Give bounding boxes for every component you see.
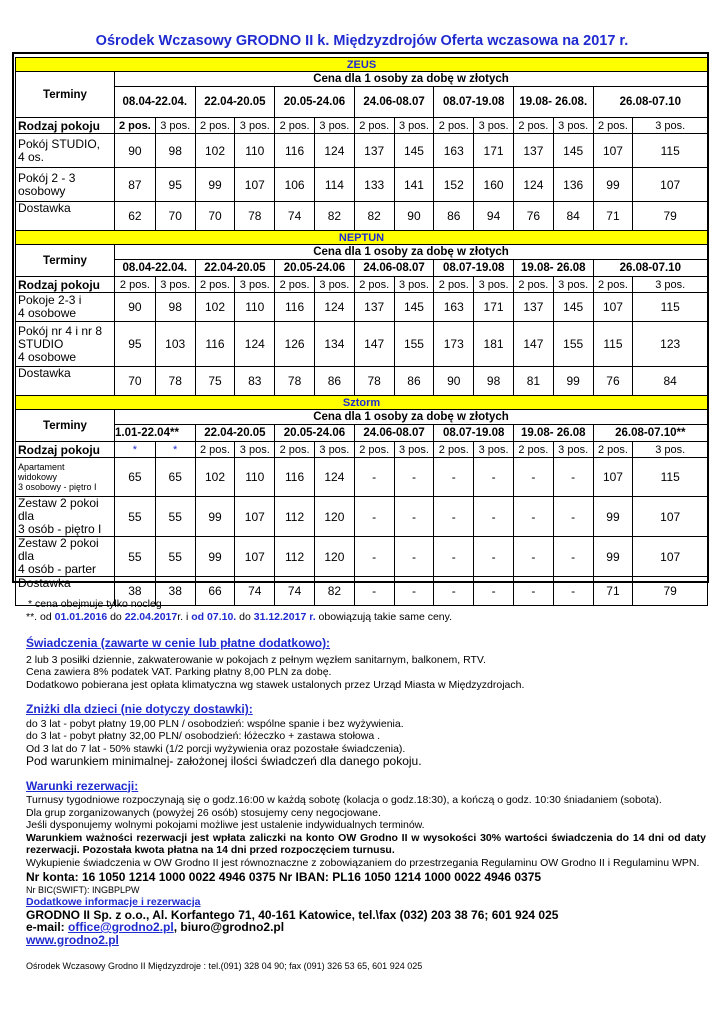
price-cell: - (553, 537, 593, 577)
price-cell: 98 (155, 134, 195, 168)
period-header: 24.06-08.07 (354, 87, 434, 118)
price-cell: 102 (195, 134, 235, 168)
price-cell: 70 (114, 367, 155, 396)
price-cell: 84 (553, 202, 593, 231)
room-name-line: Pokój STUDIO, (18, 136, 101, 151)
price-cell: 107 (633, 168, 708, 202)
price-cell: 147 (513, 322, 553, 367)
price-cell: 81 (513, 367, 553, 396)
price-cell: 107 (235, 168, 275, 202)
price-cell: 99 (593, 168, 633, 202)
price-cell: 173 (434, 322, 474, 367)
room-name-line: Zestaw 2 pokoi dla (18, 536, 99, 563)
price-cell: 107 (633, 537, 708, 577)
room-name (16, 168, 115, 202)
price-cell: 181 (474, 322, 514, 367)
persons-header: 3 pos. (394, 118, 434, 134)
price-cell: 107 (633, 497, 708, 537)
period-header: 08.04-22.04. (114, 260, 195, 277)
price-row (16, 497, 708, 537)
price-cell: 126 (275, 322, 315, 367)
period-header: 08.07-19.08 (434, 87, 514, 118)
price-cell: 84 (633, 367, 708, 396)
room-name-line: osobowy (18, 183, 66, 198)
price-cell: 95 (114, 322, 155, 367)
price-cell: 71 (593, 202, 633, 231)
price-row (16, 134, 708, 168)
room-type-label: Rodzaj pokoju (16, 442, 115, 458)
room-name (16, 202, 115, 231)
price-cell: - (553, 577, 593, 606)
price-cell: 124 (513, 168, 553, 202)
price-cell: - (474, 577, 514, 606)
price-cell: 171 (474, 134, 514, 168)
persons-header: 3 pos. (474, 118, 514, 134)
website-link[interactable]: www.grodno2.pl (26, 932, 119, 947)
persons-header: * (155, 442, 195, 458)
persons-header: 3 pos. (633, 118, 708, 134)
room-name (16, 367, 115, 396)
period-header: 19.08- 26.08 (513, 425, 593, 442)
period-header: 19.08- 26.08. (513, 87, 593, 118)
room-name (16, 134, 115, 168)
room-name-line: Pokój nr 4 i nr 8 (18, 323, 103, 338)
price-cell: - (474, 537, 514, 577)
section-bar-neptun: NEPTUN (16, 231, 708, 245)
price-cell: 145 (553, 293, 593, 322)
period-header: 24.06-08.07 (354, 260, 434, 277)
price-cell: 112 (275, 497, 315, 537)
room-name-line: STUDIO (18, 336, 64, 351)
price-cell: 79 (633, 577, 708, 606)
period-header: 26.08-07.10 (593, 260, 707, 277)
room-name-line: widokowy (18, 472, 58, 482)
room-type-label: Rodzaj pokoju (16, 118, 115, 134)
persons-header: 2 pos. (195, 277, 235, 293)
price-cell: - (394, 577, 434, 606)
discount-line: do 3 lat - pobyt płatny 32,00 PLN/ osobodzień: łóżeczko + zastawa stołowa . (26, 730, 381, 742)
price-cell: 124 (314, 458, 354, 497)
room-name (16, 322, 115, 367)
note-part: do (236, 610, 254, 623)
price-cell: 124 (314, 293, 354, 322)
price-cell: - (354, 577, 394, 606)
price-cell: 152 (434, 168, 474, 202)
price-cell: 115 (593, 322, 633, 367)
persons-header: 2 pos. (195, 118, 235, 134)
price-cell: - (434, 537, 474, 577)
price-cell: 116 (275, 293, 315, 322)
price-cell: 103 (155, 322, 195, 367)
price-cell: - (513, 497, 553, 537)
price-cell: 107 (235, 537, 275, 577)
persons-header: 2 pos. (513, 442, 553, 458)
section-heading-benefits: Świadczenia (zawarte w cenie lub płatne dodatkowo): (26, 636, 331, 650)
price-cell: - (513, 458, 553, 497)
price-cell: 145 (553, 134, 593, 168)
persons-header: 3 pos. (553, 442, 593, 458)
persons-header: 3 pos. (235, 118, 275, 134)
price-cell: 141 (394, 168, 434, 202)
price-cell: 98 (474, 367, 514, 396)
section-heading-reservation: Warunki rezerwacji: (26, 778, 139, 793)
price-cell: 55 (114, 537, 155, 577)
period-header: 20.05-24.06 (275, 87, 355, 118)
room-name (16, 458, 115, 497)
price-cell: 86 (434, 202, 474, 231)
price-cell: - (354, 537, 394, 577)
price-cell: 55 (155, 537, 195, 577)
price-cell: 112 (275, 537, 315, 577)
room-name-line: 4 osobowe (18, 349, 77, 364)
price-cell: 78 (235, 202, 275, 231)
price-cell: 79 (633, 202, 708, 231)
persons-header: 2 pos. (275, 118, 315, 134)
persons-header: 2 pos. (354, 442, 394, 458)
benefit-line: Cena zawiera 8% podatek VAT. Parking płatny 8,00 PLN za dobę. (26, 666, 332, 678)
price-cell: 134 (314, 322, 354, 367)
persons-header: 2 pos. (593, 277, 633, 293)
price-caption: Cena dla 1 osoby za dobę w złotych (114, 410, 707, 425)
room-name-line: 3 osób - piętro I (18, 522, 102, 536)
price-cell: 99 (553, 367, 593, 396)
period-header: 22.04-20.05 (195, 425, 275, 442)
price-table (15, 57, 708, 606)
section-bar-sztorm: Sztorm (16, 396, 708, 410)
price-cell: - (394, 458, 434, 497)
price-cell: 71 (593, 577, 633, 606)
persons-header: 2 pos. (275, 277, 315, 293)
period-header: 08.07-19.08 (434, 260, 514, 277)
price-cell: 163 (434, 293, 474, 322)
price-cell: 90 (114, 293, 155, 322)
price-cell: 123 (633, 322, 708, 367)
persons-header: 2 pos. (434, 277, 474, 293)
price-cell: 116 (195, 322, 235, 367)
price-cell: 116 (275, 134, 315, 168)
price-cell: - (354, 458, 394, 497)
price-cell: 99 (195, 168, 235, 202)
persons-header: 3 pos. (314, 118, 354, 134)
price-cell: 87 (114, 168, 155, 202)
price-cell: - (553, 497, 593, 537)
price-cell: 70 (155, 202, 195, 231)
terminy-label: Terminy (16, 72, 115, 118)
price-cell: 136 (553, 168, 593, 202)
price-cell: 171 (474, 293, 514, 322)
price-cell: 78 (354, 367, 394, 396)
persons-header: 2 pos. (114, 118, 155, 134)
price-cell: 124 (235, 322, 275, 367)
price-cell: 124 (314, 134, 354, 168)
price-cell: 74 (275, 577, 315, 606)
price-cell: - (513, 577, 553, 606)
period-header: 24.06-08.07 (354, 425, 434, 442)
price-cell: 133 (354, 168, 394, 202)
reservation-line: Turnusy tygodniowe rozpoczynają się o godz.16:00 w każdą sobotę (kolacja o godz.18:30), a kończą o godz. 10:30 śniadaniem (sobota). (26, 794, 662, 806)
persons-header: 3 pos. (633, 277, 708, 293)
room-name-line: Pokój 2 - 3 (18, 170, 76, 185)
persons-header: 2 pos. (593, 118, 633, 134)
price-cell: 86 (394, 367, 434, 396)
price-cell: - (474, 497, 514, 537)
benefit-line: Dodatkowo pobierana jest opłata klimatyczna wg stawek ustalonych przez Urząd Miasta w Międzyzdrojach. (26, 678, 525, 691)
price-cell: 90 (434, 367, 474, 396)
price-caption: Cena dla 1 osoby za dobę w złotych (114, 72, 707, 87)
price-cell: 106 (275, 168, 315, 202)
price-cell: 74 (275, 202, 315, 231)
price-cell: 55 (114, 497, 155, 537)
price-cell: 107 (235, 497, 275, 537)
info-link[interactable]: Dodatkowe informacje i rezerwacja (26, 896, 201, 908)
period-header: 08.04-22.04. (114, 87, 195, 118)
price-cell: 99 (195, 537, 235, 577)
room-name-line: 3 osobowy - piętro I (18, 482, 97, 492)
note-date: 01.01.2016 (54, 610, 108, 623)
period-header (593, 425, 707, 442)
price-cell: - (513, 537, 553, 577)
room-name (16, 293, 115, 322)
price-cell: - (434, 458, 474, 497)
price-table-frame (12, 52, 709, 598)
reservation-line: Warunkiem ważności rezerwacji jest wpłata zaliczki na konto OW Grodno II w wysokości 30% wartości świadczenia do 14 dni od daty rezerwacji. Pozostała kwota płatna na 14 dni przed rozpoczęciem turnusu. (26, 831, 706, 856)
price-cell: 110 (235, 458, 275, 497)
price-cell: 137 (513, 134, 553, 168)
note-date: od 07.10. (191, 610, 237, 623)
period-header: 22.04-20.05 (195, 260, 275, 277)
price-cell: 55 (155, 497, 195, 537)
bank-account: Nr konta: 16 1050 1214 1000 0022 4946 0375 Nr IBAN: PL16 1050 1214 1000 0022 4946 0375 (26, 870, 542, 884)
section-bar-zeus: ZEUS (16, 58, 708, 72)
price-cell: - (553, 458, 593, 497)
persons-header: 3 pos. (553, 277, 593, 293)
price-cell: 90 (114, 134, 155, 168)
price-row (16, 202, 708, 231)
period-header: 20.05-24.06 (275, 260, 355, 277)
price-row (16, 367, 708, 396)
price-cell: 82 (314, 202, 354, 231)
price-cell: 83 (235, 367, 275, 396)
persons-header: 2 pos. (354, 118, 394, 134)
persons-header: 3 pos. (314, 277, 354, 293)
page-title: Ośrodek Wczasowy GRODNO II k. Międzyzdrojów Oferta wczasowa na 2017 r. (95, 33, 629, 49)
price-cell: 98 (155, 293, 195, 322)
price-cell: 114 (314, 168, 354, 202)
note-star: * cena obejmuje tylko nocleg (28, 598, 162, 610)
persons-header: 3 pos. (553, 118, 593, 134)
persons-header: 2 pos. (275, 442, 315, 458)
persons-header: 3 pos. (394, 277, 434, 293)
persons-header: 3 pos. (235, 277, 275, 293)
price-cell: 137 (354, 134, 394, 168)
persons-header: * (114, 442, 155, 458)
note-part: obowiązują takie same ceny. (315, 610, 453, 623)
room-name-line: 4 osobowe (18, 306, 77, 320)
persons-header: 3 pos. (314, 442, 354, 458)
room-name (16, 537, 115, 577)
price-cell: - (354, 497, 394, 537)
price-cell: 145 (394, 134, 434, 168)
terminy-label: Terminy (16, 410, 115, 442)
room-name-line: Zestaw 2 pokoi dla (18, 496, 99, 523)
price-cell: 94 (474, 202, 514, 231)
persons-header: 3 pos. (474, 277, 514, 293)
price-cell: 75 (195, 367, 235, 396)
period-suffix: ** (676, 427, 686, 439)
price-cell: 38 (114, 577, 155, 606)
price-cell: 115 (633, 134, 708, 168)
benefit-line: 2 lub 3 posiłki dziennie, zakwaterowanie w pokojach z pełnym węzłem sanitarnym, balkonem, RTV. (26, 653, 486, 666)
note-part: r. i (177, 610, 192, 623)
discount-line: do 3 lat - pobyt płatny 19,00 PLN / osobodzień: wspólne spanie i bez wyżywienia. (26, 717, 404, 730)
price-cell: 38 (155, 577, 195, 606)
email-label: e-mail: (26, 920, 69, 934)
bic-code: Nr BIC(SWIFT): INGBPLPW (26, 884, 140, 895)
price-cell: 65 (155, 458, 195, 497)
note-part: do (107, 610, 125, 623)
price-row (16, 293, 708, 322)
price-row (16, 537, 708, 577)
persons-header: 2 pos. (513, 277, 553, 293)
room-name-line: Dostawka (18, 366, 71, 380)
price-cell: 163 (434, 134, 474, 168)
price-cell: 82 (354, 202, 394, 231)
room-name-line: Dostawka (18, 201, 71, 215)
price-cell: 116 (275, 458, 315, 497)
price-cell: 160 (474, 168, 514, 202)
footer-contact: Ośrodek Wczasowy Grodno II Międzyzdroje : tel.(091) 328 04 90; fax (091) 326 53 65, 601 924 025 (26, 961, 423, 971)
price-cell: 115 (633, 458, 708, 497)
price-cell: - (434, 497, 474, 537)
price-cell: 65 (114, 458, 155, 497)
discount-line: Pod warunkiem minimalnej- założonej ilości świadczeń dla danego pokoju. (26, 754, 422, 768)
persons-header: 2 pos. (434, 442, 474, 458)
price-cell: 78 (275, 367, 315, 396)
price-cell: - (434, 577, 474, 606)
note-date: 31.12.2017 r. (253, 610, 316, 623)
period-text: 26.08-07.10 (615, 427, 677, 439)
price-row (16, 322, 708, 367)
price-cell: 74 (235, 577, 275, 606)
period-header: 19.08- 26.08 (513, 260, 593, 277)
price-cell: 70 (195, 202, 235, 231)
discount-line: Od 3 lat do 7 lat - 50% stawki (1/2 porcji wyżywienia oraz pozostałe świadczenia). (26, 742, 406, 755)
price-cell: 86 (314, 367, 354, 396)
price-cell: 99 (593, 537, 633, 577)
price-cell: 115 (633, 293, 708, 322)
price-row (16, 458, 708, 497)
persons-header: 2 pos. (114, 277, 155, 293)
price-cell: 76 (513, 202, 553, 231)
price-cell: 82 (314, 577, 354, 606)
price-cell: 99 (593, 497, 633, 537)
price-cell: 99 (195, 497, 235, 537)
note-double-star (26, 611, 706, 624)
reservation-line: Dla grup zorganizowanych (powyżej 26 osób) stosujemy ceny negocjowane. (26, 806, 381, 819)
price-cell: - (394, 497, 434, 537)
email-link-office[interactable]: office@grodno2.pl (68, 920, 174, 934)
persons-header: 2 pos. (195, 442, 235, 458)
section-heading-discounts: Zniżki dla dzieci (nie dotyczy dostawki): (26, 702, 253, 716)
price-cell: 137 (354, 293, 394, 322)
company-address: GRODNO II Sp. z o.o., Al. Korfantego 71, 40-161 Katowice, tel.\fax (032) 203 38 76; 601 924 025 (26, 907, 559, 922)
price-cell: 66 (195, 577, 235, 606)
price-cell: 107 (593, 134, 633, 168)
room-type-label: Rodzaj pokoju (16, 277, 115, 293)
price-cell: - (394, 537, 434, 577)
persons-header: 3 pos. (633, 442, 708, 458)
price-cell: 110 (235, 293, 275, 322)
period-header: 08.07-19.08 (434, 425, 514, 442)
price-cell: 155 (394, 322, 434, 367)
period-header: 1.01-22.04** (114, 425, 195, 442)
persons-header: 3 pos. (155, 277, 195, 293)
price-cell: 90 (394, 202, 434, 231)
room-name (16, 497, 115, 537)
persons-header: 3 pos. (394, 442, 434, 458)
price-cell: 145 (394, 293, 434, 322)
room-name-line: 4 os. (18, 149, 45, 164)
price-cell: 120 (314, 537, 354, 577)
room-name-line: 4 osób - parter (18, 562, 97, 576)
persons-header: 2 pos. (354, 277, 394, 293)
persons-header: 2 pos. (513, 118, 553, 134)
reservation-line: Jeśli dysponujemy wolnymi pokojami możliwe jest ustalenie indywidualnych terminów. (26, 819, 425, 831)
price-cell: 62 (114, 202, 155, 231)
price-cell: 78 (155, 367, 195, 396)
note-date: 22.04.2017 (124, 610, 178, 623)
period-header: 22.04-20.05 (195, 87, 275, 118)
price-cell: 76 (593, 367, 633, 396)
email-line (26, 921, 706, 934)
room-name-line: Apartament (18, 462, 65, 472)
price-cell: 95 (155, 168, 195, 202)
persons-header: 2 pos. (593, 442, 633, 458)
room-name-line: Pokoje 2-3 i (18, 293, 82, 307)
persons-header: 3 pos. (474, 442, 514, 458)
period-header: 20.05-24.06 (275, 425, 355, 442)
period-header: 26.08-07.10 (593, 87, 707, 118)
price-cell: 137 (513, 293, 553, 322)
price-cell: 107 (593, 293, 633, 322)
price-cell: 102 (195, 293, 235, 322)
price-cell: 110 (235, 134, 275, 168)
price-cell: - (474, 458, 514, 497)
room-name-line: Dostawka (18, 576, 71, 590)
price-cell: 107 (593, 458, 633, 497)
persons-header: 3 pos. (155, 118, 195, 134)
email-other: , biuro@grodno2.pl (173, 920, 285, 934)
price-row (16, 168, 708, 202)
price-cell: 147 (354, 322, 394, 367)
price-cell: 155 (553, 322, 593, 367)
reservation-line: Wykupienie świadczenia w OW Grodno II jest równoznaczne z zobowiązaniem do przestrzegania Regulaminu OW Grodno II i Regulaminu WPN. (26, 856, 700, 869)
persons-header: 3 pos. (235, 442, 275, 458)
note-part: **. od (26, 610, 55, 623)
notes-section (26, 598, 706, 973)
price-cell: 102 (195, 458, 235, 497)
price-caption: Cena dla 1 osoby za dobę w złotych (114, 245, 707, 260)
price-cell: 120 (314, 497, 354, 537)
terminy-label: Terminy (16, 245, 115, 277)
persons-header: 2 pos. (434, 118, 474, 134)
